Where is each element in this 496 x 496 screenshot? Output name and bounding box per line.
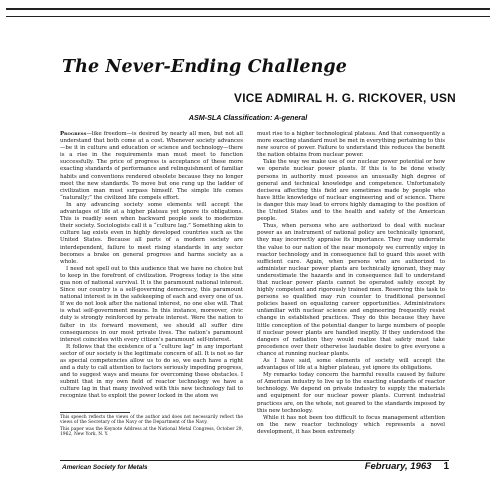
paragraph: Progress—like freedom—is desired by nearly all men, but not all understand that both come at a cost. Whenever society advances—be it in culture and education or science and technology—there is a rise in the requirements man must meet to function successfully. The price of progress is acceptance of these more exacting standards of performance and relinquishment of familiar habits and conventions rendered obsolete because they no longer meet the new standards. To move but one rung up the ladder of civilization man must surpass himself. The simple life comes “naturally;” the civilized life compels effort. bbox=[60, 131, 243, 201]
article-author: VICE ADMIRAL H. G. RICKOVER, USN bbox=[234, 91, 456, 105]
paragraph: As I have said, some elements of society will accept the advantages of life at a higher plateau, yet ignore its obligations. bbox=[257, 358, 445, 372]
publisher-name: American Society for Metals bbox=[62, 464, 148, 471]
paragraph: It follows that the existence of a “culture lag” in any important sector of our society is the legitimate concern of all. It is not so far as special competencies allow us to do so, we each have a right and a duty to call attention to factors seriously impeding progress, and to suggest ways and means for overcoming these obstacles. I submit that in my own field of reactor technology we have a culture lag in that many involved with this new technology fail to recognize that to exploit the power locked in the atom we bbox=[60, 343, 243, 400]
top-rule bbox=[6, 8, 490, 17]
footnote-rule bbox=[60, 412, 130, 413]
footnote: This paper was the Keynote Address at the National Metal Congress, October 29, 1962, New York, N. Y. bbox=[60, 427, 243, 438]
body-column-left bbox=[60, 131, 243, 401]
paragraph: I need not spell out to this audience that we have no choice but to keep in the forefront of civilization. Progress today is the sine qua non of national survival. It is the paramount national interest. Since our country is a self-governing democracy, this paramount national interest is in the safekeeping of each and every one of us. If we do not look after the national interest, no one else will. That is what self-government means. In this instance, moreover, civic duty is strongly reinforced by private interest. Were the nation to falter in its forward movement, we should all suffer dire consequences in our most private lives. The nation’s paramount interest coincides with every citizen’s paramount self-interest. bbox=[60, 265, 243, 343]
footnote: This speech reflects the views of the author and does not necessarily reflect the views of the Secretary of the Navy or the Department of the Navy. bbox=[60, 415, 243, 426]
paragraph: must rise to a higher technological plateau. And that consequently a more exacting standard must be met in everything pertaining to this new source of power. Failure to understand this reduces the benefit the nation obtains from nuclear power. bbox=[257, 131, 445, 159]
paragraph: Thus, when persons who are authorized to deal with nuclear power as an instrument of national policy are technically ignorant, they may incorrectly appraise its importance. They may underrate the value to our nation of the near monopoly we currently enjoy in reactor technology and in consequence fail to guard this asset with sufficient care. Again, when persons who are authorized to administer nuclear power plants are technically ignorant, they may underestimate the hazards and in consequence fail to understand that nuclear power plants cannot be operated safely except by highly competent and rigorously trained men. Reserving this task to persons so qualified may run counter to traditional personnel policies based on equalizing career opportunities. Administrators unfamiliar with nuclear science and engineering frequently resist change in established practices. They do this because they have little conception of the potential danger to large numbers of people if nuclear power plants are handled ineptly. If they understood the dangers of radiation they would realize that safety must take precedence over their otherwise laudable desire to give everyone a chance at running nuclear plants. bbox=[257, 223, 445, 357]
paragraph: While it has not been too difficult to focus management attention on the new reactor technology which represents a novel development, it has been extremely bbox=[257, 414, 445, 435]
classification-line: ASM-SLA Classification: A-general bbox=[188, 113, 308, 122]
page-number: 1 bbox=[443, 461, 449, 472]
lead-word: Progress bbox=[60, 131, 87, 137]
body-column-right bbox=[257, 131, 445, 436]
paragraph: In any advancing society some elements will accept the advantages of life at a higher plateau yet ignore its obligations. This is readily seen when backward people seek to modernize their society. Sociologists call it a “culture lag.” Something akin to culture lag exists even in highly developed countries such as the United States. Because all parts of a modern society are interdependent, failure to meet rising standards in any sector becomes a brake on general progress and harms society as a whole. bbox=[60, 201, 243, 265]
paragraph: My remarks today concern the harmful results caused by failure of American industry to live up to the exacting standards of reactor technology. We depend on private industry to supply the materials and equipment for our nuclear power plants. Current industrial practices are, on the whole, not geared to the standards imposed by this new technology. bbox=[257, 372, 445, 414]
footer-issue bbox=[365, 461, 449, 472]
paragraph: Take the way we make use of our nuclear power potential or how we operate nuclear power plants. If this is to be done wisely persons in authority must possess an unusually high degree of general and technical knowledge and competence. Unfortunately deciseva affecting this field are sometimes made by people who have little knowledge of nuclear engineering and of science. There is danger this may lead to errors highly damaging to the position of the United States and to the health and safety of the American people. bbox=[257, 159, 445, 223]
article-title: The Never-Ending Challenge bbox=[62, 57, 348, 77]
issue-date: February, 1963 bbox=[364, 461, 432, 472]
